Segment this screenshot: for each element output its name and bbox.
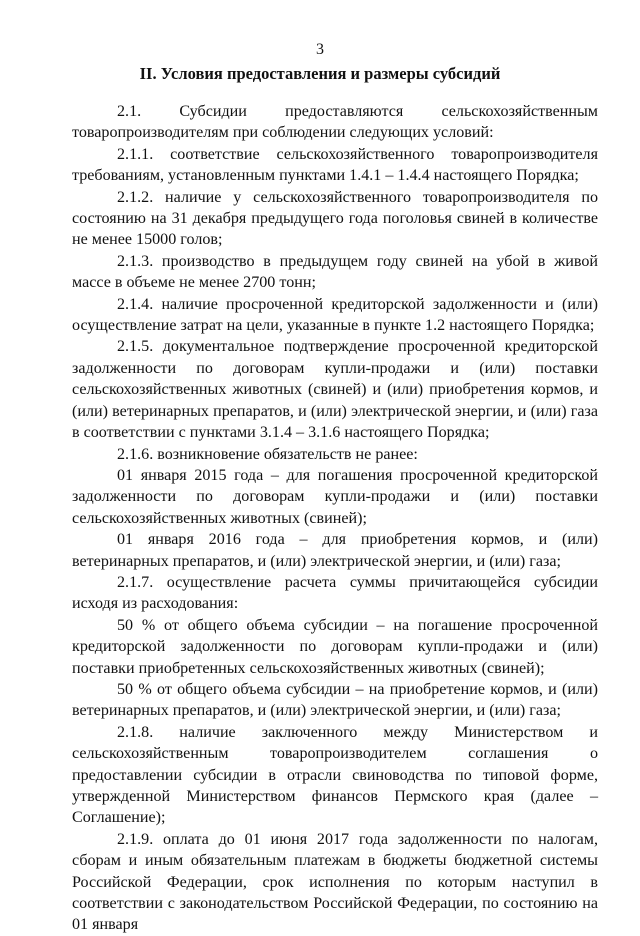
paragraph-2-1-4: 2.1.4. наличие просроченной кредиторской задолженности и (или) осуществление затрат на цели, указанные в пункте 1.2 настоящего Порядка; (72, 295, 598, 335)
paragraph-2-1: 2.1. Субсидии предоставляются сельскохозяйственным товаропроизводителям при соблюдении следующих условий: (72, 103, 598, 142)
paragraph-2-1-6: 2.1.6. возникновение обязательств не ранее: (117, 445, 418, 463)
paragraph-2-1-7-b: 50 % от общего объема субсидии – на приобретение кормов, и (или) ветеринарных препаратов, и (или) электрической энергии, и (или) газа; (72, 680, 598, 720)
paragraph-2-1-8: 2.1.8. наличие заключенного между Министерством и сельскохозяйственным товаропроизводителем соглашения о предоставлении субсидии в отрасли свиноводства по типовой форме, утвержденной Министерством финансов Пермского края (далее – Соглашение); (72, 723, 598, 827)
page-number: 3 (316, 41, 324, 58)
paragraph-2-1-1: 2.1.1. соответствие сельскохозяйственного товаропроизводителя требованиям, установленным пунктами 1.4.1 – 1.4.4 настоящего Порядка; (72, 145, 598, 185)
paragraph-2-1-7: 2.1.7. осуществление расчета суммы причитающейся субсидии исходя из расходования: (72, 573, 598, 613)
paragraph-2-1-3: 2.1.3. производство в предыдущем году свиней на убой в живой массе в объеме не менее 2700 тонн; (72, 252, 598, 292)
paragraph-2-1-6-b: 01 января 2016 года – для приобретения кормов, и (или) ветеринарных препаратов, и (или) электрической энергии, и (или) газа; (72, 531, 598, 570)
paragraph-2-1-9: 2.1.9. оплата до 01 июня 2017 года задолженности по налогам, сборам и иным обязательным платежам в бюджеты бюджетной системы Российской Федерации, срок исполнения по которым наступил в соответствии с законодательством Российской Федерации, по состоянию на 01 января (72, 830, 598, 934)
paragraph-2-1-5: 2.1.5. документальное подтверждение просроченной кредиторской задолженности по договорам купли-продажи и (или) поставки сельскохозяйственных животных (свиней) и (или) приобретения кормов, и (или) ветеринарных препаратов, и (или) электрической энергии, и (или) газа в соответствии с пунктами 3.1.4 – 3.1.6 настоящего Порядка; (72, 338, 598, 442)
paragraph-2-1-2: 2.1.2. наличие у сельскохозяйственного товаропроизводителя по состоянию на 31 декабря предыдущего года поголовья свиней в количестве не менее 15000 голов; (72, 188, 598, 249)
paragraph-2-1-6-a: 01 января 2015 года – для погашения просроченной кредиторской задолженности по договорам купли-продажи и (или) поставки сельскохозяйственных животных (свиней); (72, 466, 598, 527)
document-body (72, 101, 598, 936)
paragraph-2-1-7-a: 50 % от общего объема субсидии – на погашение просроченной кредиторской задолженности по договорам купли-продажи и (или) поставки приобретенных сельскохозяйственных животных (свиней); (72, 616, 598, 677)
section-title: II. Условия предоставления и размеры субсидий (139, 64, 501, 83)
